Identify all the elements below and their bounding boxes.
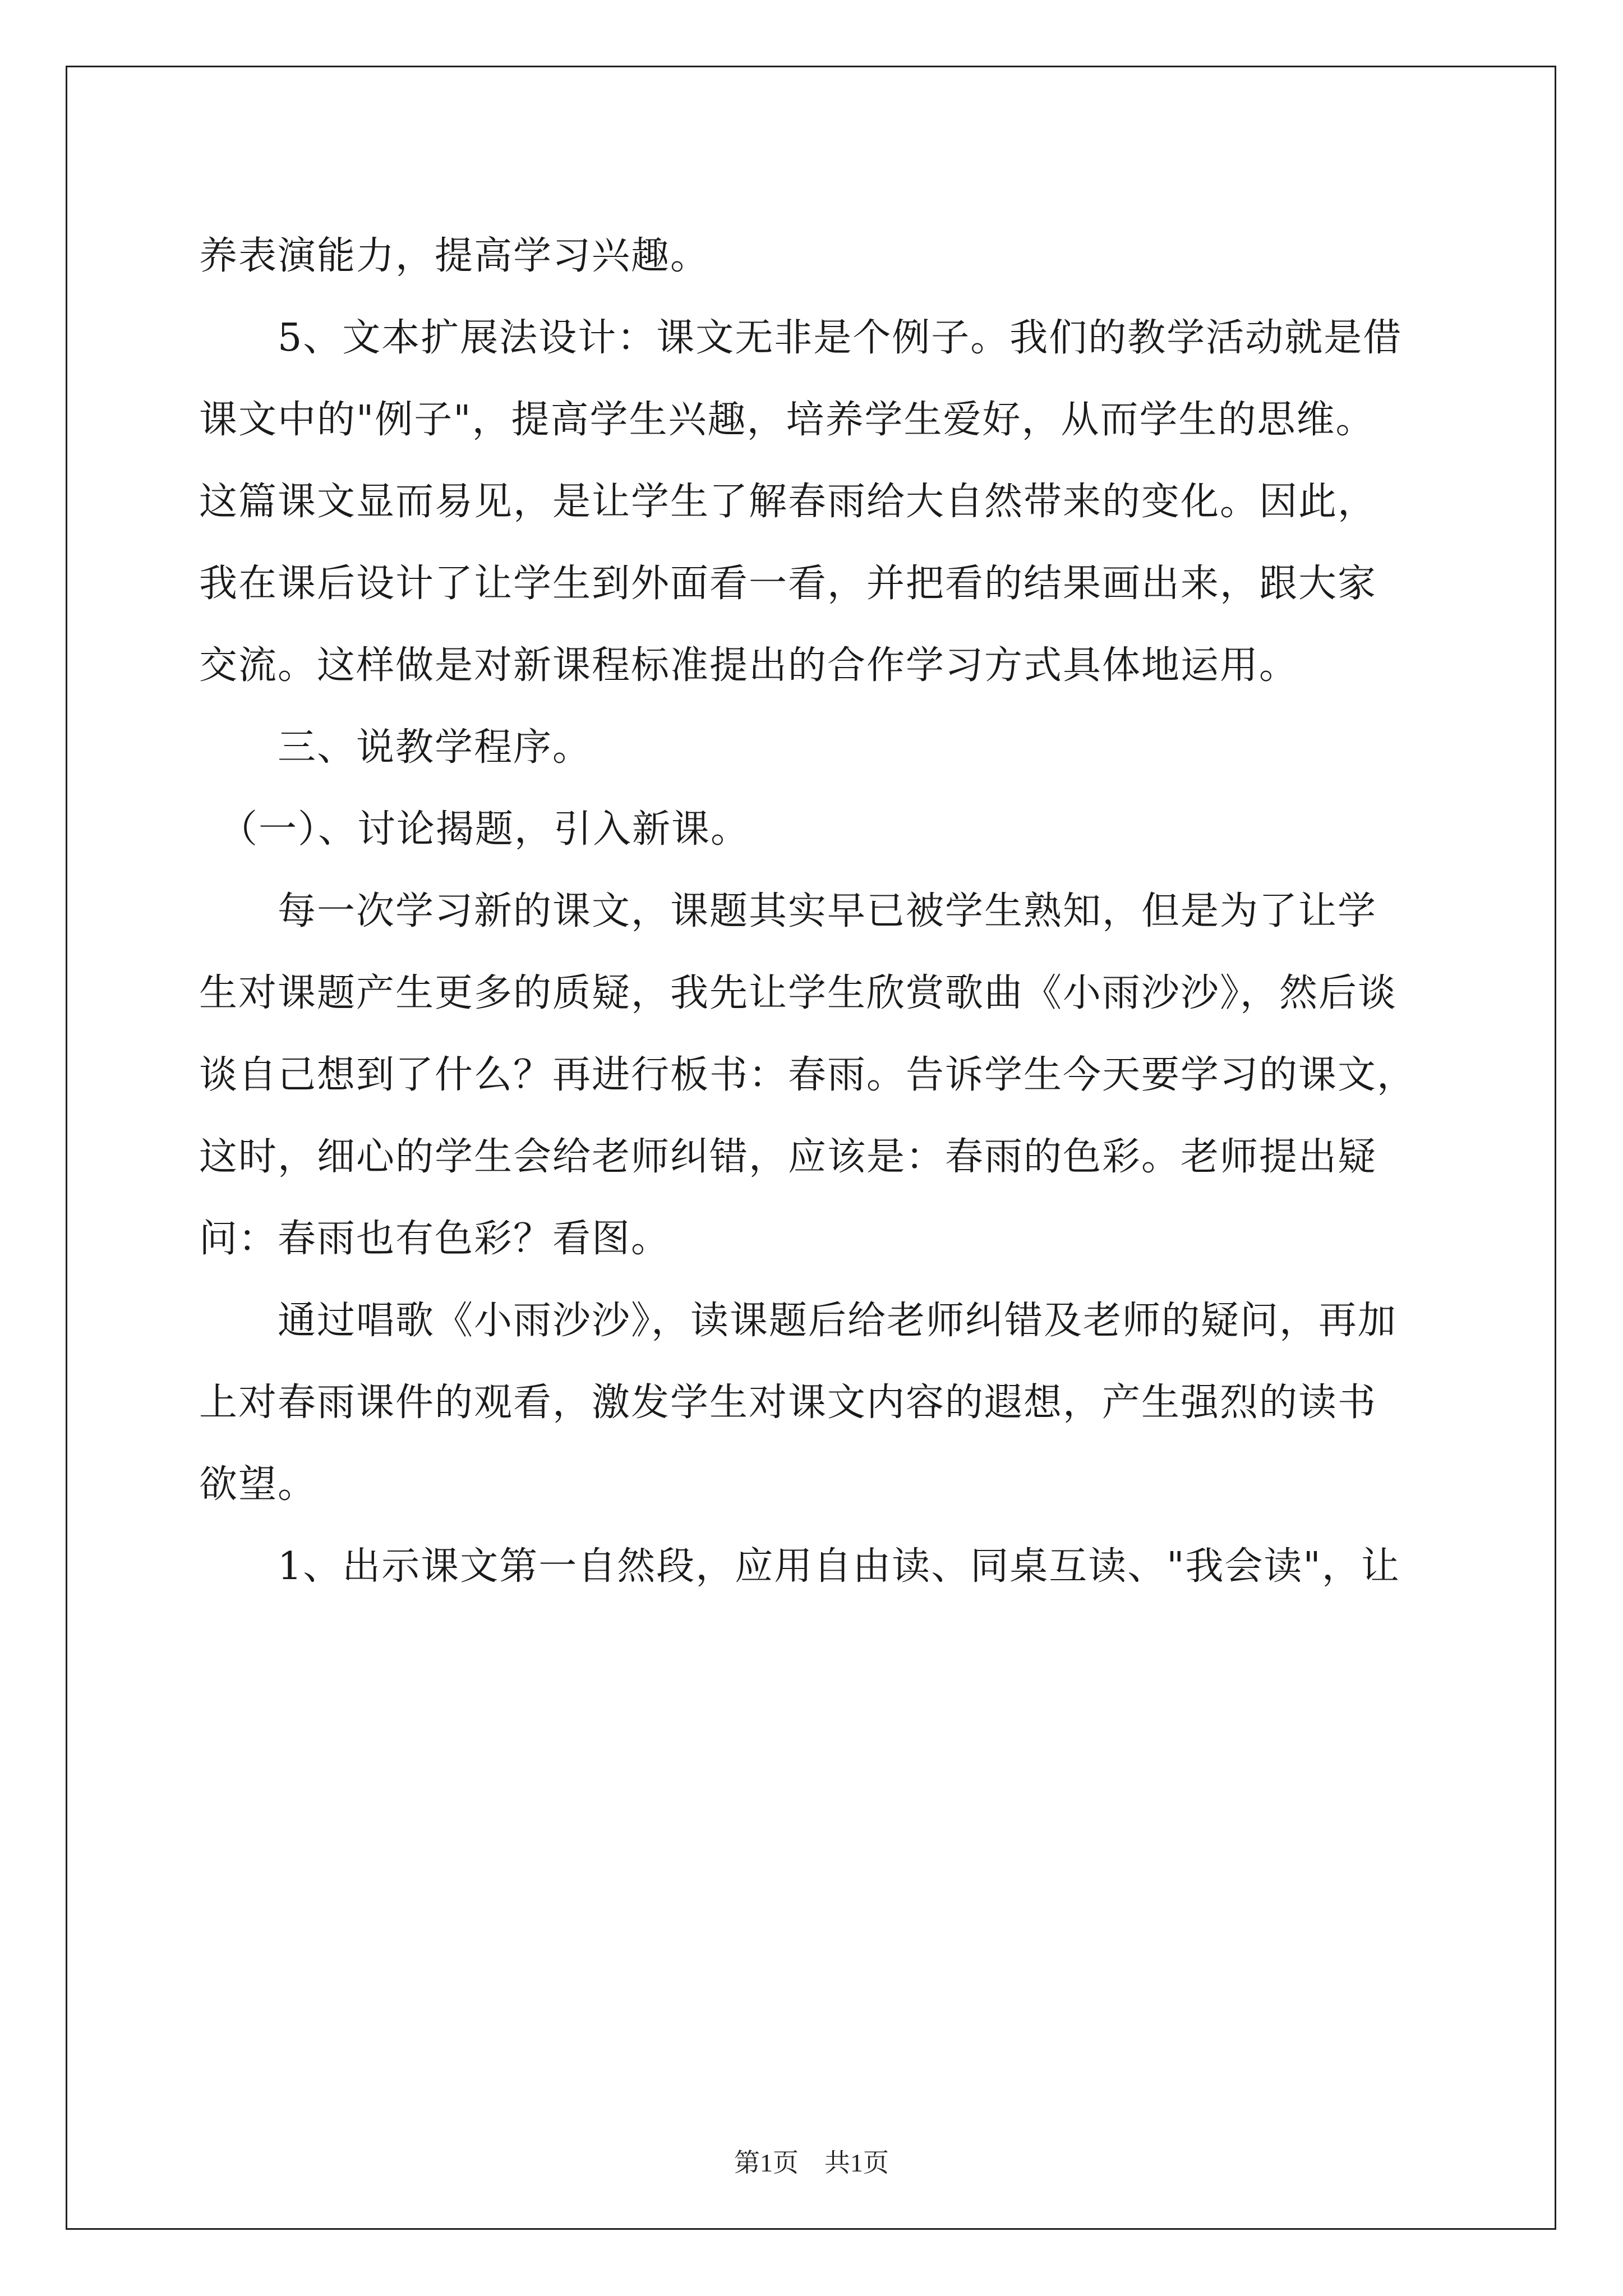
text-line: 养表演能力，提高学习兴趣。 (199, 234, 710, 278)
text-line: 三、说教学程序。 (199, 725, 592, 770)
text-line: 上对春雨课件的观看，激发学生对课文内容的遐想，产生强烈的读书 (199, 1381, 1377, 1425)
text-line: （一）、讨论揭题，引入新课。 (199, 807, 750, 852)
text-line: 1、出示课文第一自然段，应用自由读、同桌互读、"我会读"，让 (199, 1544, 1400, 1589)
text-line: 通过唱歌《小雨沙沙》，读课题后给老师纠错及老师的疑问，再加 (199, 1299, 1398, 1343)
text-line: 每一次学习新的课文，课题其实早已被学生熟知，但是为了让学 (199, 889, 1377, 933)
text-line: 课文中的"例子"，提高学生兴趣，培养学生爱好，从而学生的思维。 (199, 398, 1375, 442)
text-line: 问：春雨也有色彩？看图。 (199, 1217, 671, 1261)
text-line: 交流。这样做是对新课程标准提出的合作学习方式具体地运用。 (199, 643, 1299, 688)
text-line: 这时，细心的学生会给老师纠错，应该是：春雨的色彩。老师提出疑 (199, 1135, 1377, 1179)
text-line: 这篇课文显而易见，是让学生了解春雨给大自然带来的变化。因此， (199, 480, 1377, 524)
page-number-footer: 第1页 共1页 (734, 2148, 889, 2177)
text-line: 生对课题产生更多的质疑，我先让学生欣赏歌曲《小雨沙沙》，然后谈 (199, 971, 1398, 1015)
text-line: 欲望。 (199, 1462, 317, 1507)
text-line: 谈自己想到了什么？再进行板书：春雨。告诉学生今天要学习的课文， (199, 1053, 1417, 1097)
text-line: 我在课后设计了让学生到外面看一看，并把看的结果画出来，跟大家 (199, 562, 1377, 606)
text-line: 5、文本扩展法设计：课文无非是个例子。我们的教学活动就是借 (199, 316, 1403, 360)
